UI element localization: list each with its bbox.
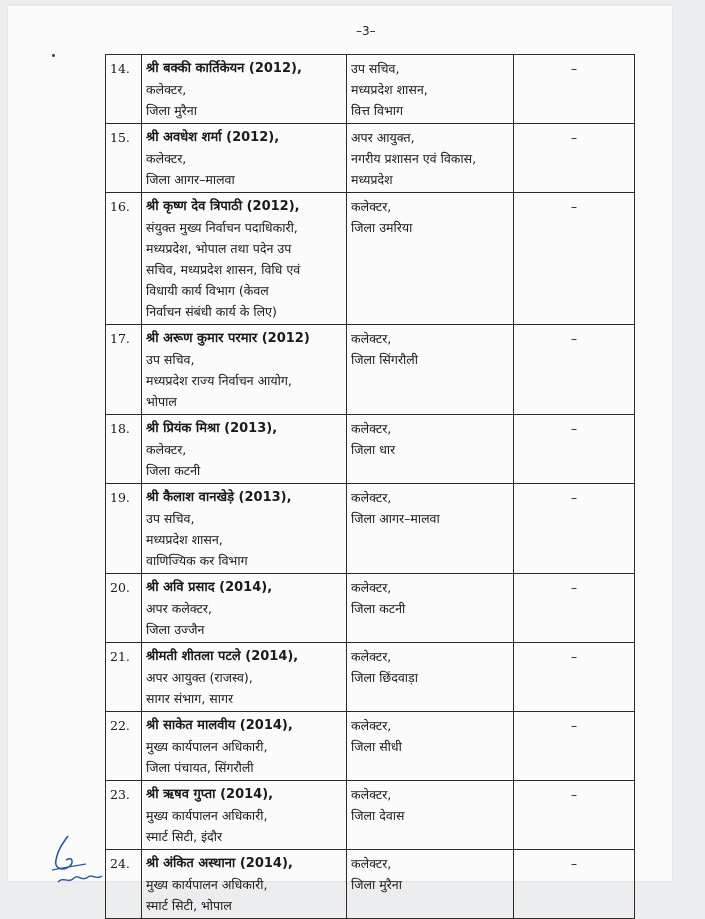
current-posting-line: उप सचिव, xyxy=(146,352,195,367)
remark-cell: – xyxy=(514,484,635,574)
new-posting-cell xyxy=(347,484,514,574)
officer-cell xyxy=(142,574,347,643)
officer-cell xyxy=(142,124,347,193)
table-row xyxy=(106,781,635,850)
table-row xyxy=(106,643,635,712)
officer-cell xyxy=(142,55,347,124)
remark-cell: – xyxy=(514,193,635,325)
current-posting-line: मुख्य कार्यपालन अधिकारी, xyxy=(146,739,268,754)
remark-cell: – xyxy=(514,781,635,850)
serial-number: 18. xyxy=(106,415,142,484)
new-posting-line: नगरीय प्रशासन एवं विकास, xyxy=(351,151,477,166)
new-posting-line: कलेक्टर, xyxy=(351,580,392,595)
new-posting-line: मध्यप्रदेश xyxy=(351,172,393,187)
remark-cell: – xyxy=(514,415,635,484)
officer-cell xyxy=(142,643,347,712)
current-posting-line: मध्यप्रदेश शासन, xyxy=(146,532,223,547)
new-posting-cell xyxy=(347,193,514,325)
officer-name: श्री अंकित अस्थाना (2014), xyxy=(146,856,293,871)
new-posting-line: अपर आयुक्त, xyxy=(351,130,415,145)
new-posting-line: जिला मुरैना xyxy=(351,877,402,892)
officer-cell xyxy=(142,850,347,919)
serial-number: 22. xyxy=(106,712,142,781)
officer-name: श्री अवधेश शर्मा (2012), xyxy=(146,130,280,145)
current-posting-line: अपर कलेक्टर, xyxy=(146,601,213,616)
officer-cell xyxy=(142,415,347,484)
new-posting-line: कलेक्टर, xyxy=(351,490,392,505)
current-posting-line: स्मार्ट सिटी, भोपाल xyxy=(146,898,232,913)
document-page xyxy=(8,6,672,913)
serial-number: 17. xyxy=(106,325,142,415)
current-posting-line: मुख्य कार्यपालन अधिकारी, xyxy=(146,808,268,823)
current-posting-line: जिला मुरैना xyxy=(146,103,197,118)
page-number: –3– xyxy=(356,24,376,38)
remark-cell: – xyxy=(514,325,635,415)
current-posting-line: संयुक्त मुख्य निर्वाचन पदाधिकारी, xyxy=(146,220,298,235)
new-posting-line: जिला छिंदवाड़ा xyxy=(351,670,418,685)
officer-name: श्री प्रियंक मिश्रा (2013), xyxy=(146,421,278,436)
officer-name: श्री कृष्ण देव त्रिपाठी (2012), xyxy=(146,199,300,214)
officer-cell xyxy=(142,484,347,574)
table-row xyxy=(106,193,635,325)
current-posting-line: सचिव, मध्यप्रदेश शासन, विधि एवं xyxy=(146,262,301,277)
officer-cell xyxy=(142,325,347,415)
table-row xyxy=(106,55,635,124)
current-posting-line: स्मार्ट सिटी, इंदौर xyxy=(146,829,223,844)
stray-mark xyxy=(52,54,55,57)
new-posting-cell xyxy=(347,712,514,781)
officer-cell xyxy=(142,781,347,850)
serial-number: 16. xyxy=(106,193,142,325)
officer-name: श्री ऋषव गुप्ता (2014), xyxy=(146,787,274,802)
remark-cell: – xyxy=(514,574,635,643)
officer-name: श्री अरूण कुमार परमार (2012) xyxy=(146,331,310,346)
table-row xyxy=(106,124,635,193)
table-row xyxy=(106,415,635,484)
new-posting-line: जिला आगर–मालवा xyxy=(351,511,440,526)
remark-cell: – xyxy=(514,712,635,781)
current-posting-line: मध्यप्रदेश राज्य निर्वाचन आयोग, xyxy=(146,373,292,388)
new-posting-cell xyxy=(347,55,514,124)
current-posting-line: उप सचिव, xyxy=(146,511,195,526)
serial-number: 20. xyxy=(106,574,142,643)
serial-number: 14. xyxy=(106,55,142,124)
new-posting-line: कलेक्टर, xyxy=(351,199,392,214)
table-row xyxy=(106,574,635,643)
transfer-table xyxy=(105,54,635,919)
new-posting-line: वित्त विभाग xyxy=(351,103,404,118)
remark-cell: – xyxy=(514,55,635,124)
current-posting-line: सागर संभाग, सागर xyxy=(146,691,234,706)
current-posting-line: कलेक्टर, xyxy=(146,442,187,457)
new-posting-line: कलेक्टर, xyxy=(351,331,392,346)
remark-cell: – xyxy=(514,124,635,193)
table-row xyxy=(106,850,635,919)
current-posting-line: निर्वाचन संबंधी कार्य के लिए) xyxy=(146,304,277,319)
serial-number: 21. xyxy=(106,643,142,712)
new-posting-cell xyxy=(347,643,514,712)
serial-number: 24. xyxy=(106,850,142,919)
signature-mark xyxy=(48,830,118,887)
new-posting-line: जिला कटनी xyxy=(351,601,406,616)
new-posting-cell xyxy=(347,850,514,919)
current-posting-line: जिला उज्जैन xyxy=(146,622,205,637)
table-row xyxy=(106,712,635,781)
new-posting-line: कलेक्टर, xyxy=(351,718,392,733)
remark-cell: – xyxy=(514,850,635,919)
current-posting-line: जिला पंचायत, सिंगरौली xyxy=(146,760,254,775)
new-posting-line: जिला सीधी xyxy=(351,739,402,754)
officer-cell xyxy=(142,712,347,781)
current-posting-line: वाणिज्यिक कर विभाग xyxy=(146,553,248,568)
current-posting-line: जिला कटनी xyxy=(146,463,201,478)
serial-number: 15. xyxy=(106,124,142,193)
current-posting-line: मुख्य कार्यपालन अधिकारी, xyxy=(146,877,268,892)
serial-number: 19. xyxy=(106,484,142,574)
remark-cell: – xyxy=(514,643,635,712)
current-posting-line: कलेक्टर, xyxy=(146,151,187,166)
new-posting-cell xyxy=(347,325,514,415)
current-posting-line: अपर आयुक्त (राजस्व), xyxy=(146,670,253,685)
officer-name: श्रीमती शीतला पटले (2014), xyxy=(146,649,299,664)
serial-number: 23. xyxy=(106,781,142,850)
new-posting-line: कलेक्टर, xyxy=(351,787,392,802)
new-posting-line: जिला धार xyxy=(351,442,396,457)
current-posting-line: विधायी कार्य विभाग (केवल xyxy=(146,283,269,298)
new-posting-line: जिला उमरिया xyxy=(351,220,413,235)
new-posting-line: जिला सिंगरौली xyxy=(351,352,418,367)
table-row xyxy=(106,325,635,415)
new-posting-cell xyxy=(347,415,514,484)
new-posting-line: जिला देवास xyxy=(351,808,405,823)
new-posting-line: कलेक्टर, xyxy=(351,856,392,871)
officer-name: श्री साकेत मालवीय (2014), xyxy=(146,718,293,733)
current-posting-line: मध्यप्रदेश, भोपाल तथा पदेन उप xyxy=(146,241,292,256)
new-posting-line: उप सचिव, xyxy=(351,61,400,76)
current-posting-line: कलेक्टर, xyxy=(146,82,187,97)
new-posting-line: मध्यप्रदेश शासन, xyxy=(351,82,428,97)
officer-cell xyxy=(142,193,347,325)
new-posting-cell xyxy=(347,781,514,850)
current-posting-line: भोपाल xyxy=(146,394,177,409)
officer-name: श्री बक्की कार्तिकेयन (2012), xyxy=(146,61,302,76)
current-posting-line: जिला आगर–मालवा xyxy=(146,172,235,187)
table-body xyxy=(106,55,635,919)
officer-name: श्री कैलाश वानखेड़े (2013), xyxy=(146,490,292,505)
new-posting-line: कलेक्टर, xyxy=(351,421,392,436)
new-posting-cell xyxy=(347,124,514,193)
table-row xyxy=(106,484,635,574)
new-posting-line: कलेक्टर, xyxy=(351,649,392,664)
new-posting-cell xyxy=(347,574,514,643)
officer-name: श्री अवि प्रसाद (2014), xyxy=(146,580,273,595)
